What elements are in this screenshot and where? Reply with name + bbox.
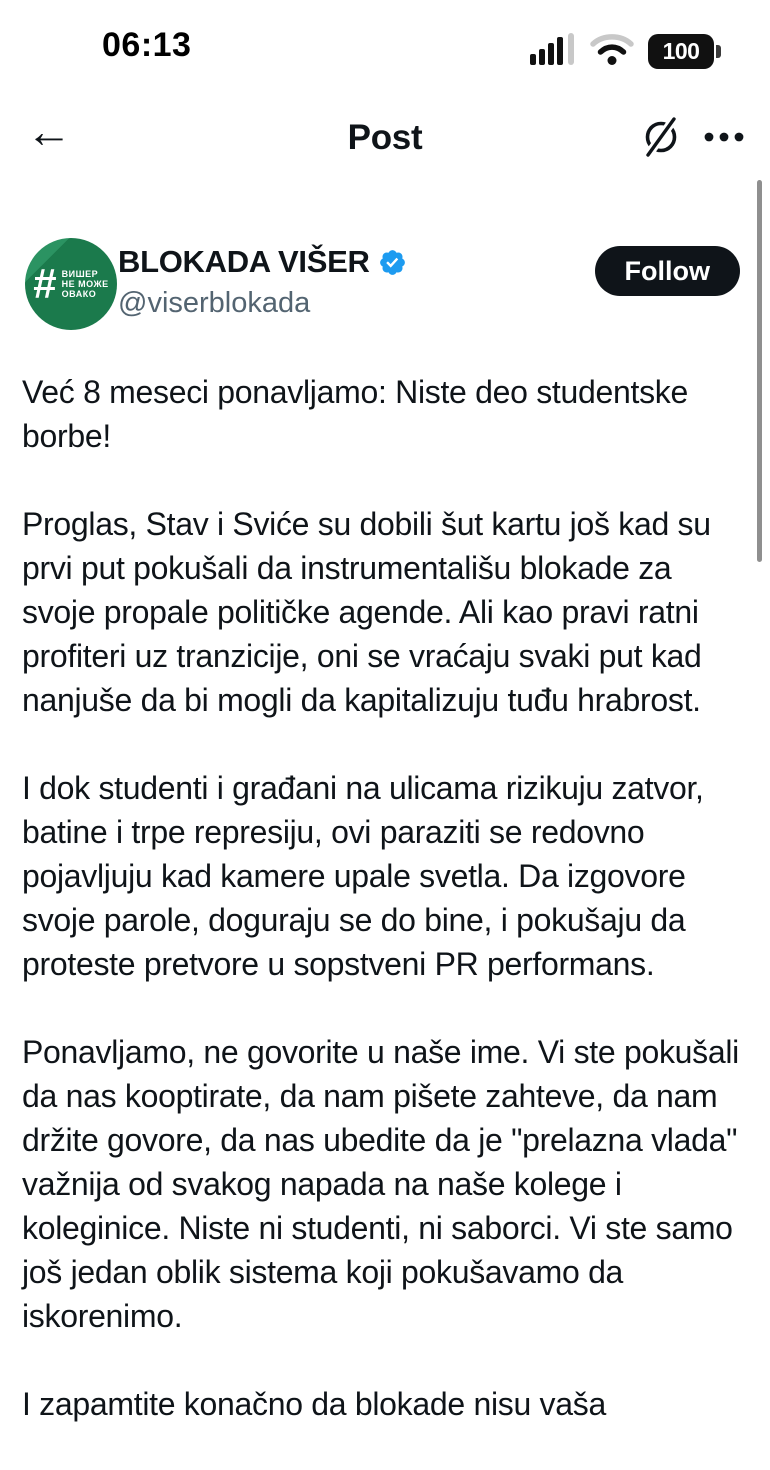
grok-icon[interactable]: [638, 114, 684, 163]
verified-badge-icon: [378, 248, 407, 277]
hashtag-icon: #: [33, 260, 57, 307]
status-icons: [530, 32, 714, 71]
post-paragraph: Već 8 meseci ponavljamo: Niste deo studentske borbe!: [22, 374, 688, 454]
avatar-slogan-line: ОВАКО: [61, 289, 97, 299]
avatar-slogan: [62, 269, 109, 299]
avatar-slogan-line: ВИШЕР: [61, 269, 99, 279]
more-menu-icon[interactable]: [702, 114, 746, 163]
cellular-signal-icon: [530, 32, 576, 71]
nav-bar: [0, 104, 770, 174]
follow-button[interactable]: Follow: [595, 246, 740, 296]
wifi-icon: [589, 32, 635, 71]
nav-actions: [638, 114, 746, 163]
post-text: [22, 370, 750, 1470]
author-name-block: [118, 244, 407, 320]
page-title: Post: [347, 118, 423, 157]
battery-icon: [648, 34, 714, 69]
status-time: 06:13: [102, 26, 192, 64]
author-handle[interactable]: @viserblokada: [118, 287, 311, 319]
author-row: [0, 236, 770, 336]
battery-nub: [716, 45, 721, 58]
post-paragraph: Ponavljamo, ne govorite u naše ime. Vi ste pokušali da nas kooptirate, da nam pišete zahteve, da nam držite govore, da nas ubedite da je "prelazna vlada" važnija od svakog napada na naše kolege i koleginice. Niste ni studenti, ni saborci. Vi ste samo još jedan oblik sistema koji pokušavamo da iskorenimo.: [22, 1034, 739, 1334]
avatar-slogan-line: НЕ МОЖЕ: [61, 279, 109, 289]
status-bar: [0, 0, 770, 84]
battery-level: 100: [662, 38, 700, 64]
post-paragraph: Proglas, Stav i Sviće su dobili šut kartu još kad su prvi put pokušali da instrumentališu blokade za svoje propale političke agende. Ali kao pravi ratni profiteri uz tranzicije, oni se vraćaju svaki put kad nanjuše da bi mogli da kapitalizuju tuđu hrabrost.: [22, 506, 711, 718]
post-paragraph: I dok studenti i građani na ulicama rizikuju zatvor, batine i trpe represiju, ovi paraziti se redovno pojavljuju kad kamere upale svetla. Da izgovore svoje parole, doguraju se do bine, i pokušaju da proteste pretvore u sopstveni PR performans.: [22, 770, 704, 982]
author-display-name[interactable]: BLOKADA VIŠER: [118, 244, 370, 279]
post-paragraph: I zapamtite konačno da blokade nisu vaša: [22, 1386, 606, 1422]
back-arrow-icon[interactable]: ←: [26, 106, 76, 156]
avatar[interactable]: [25, 238, 117, 330]
